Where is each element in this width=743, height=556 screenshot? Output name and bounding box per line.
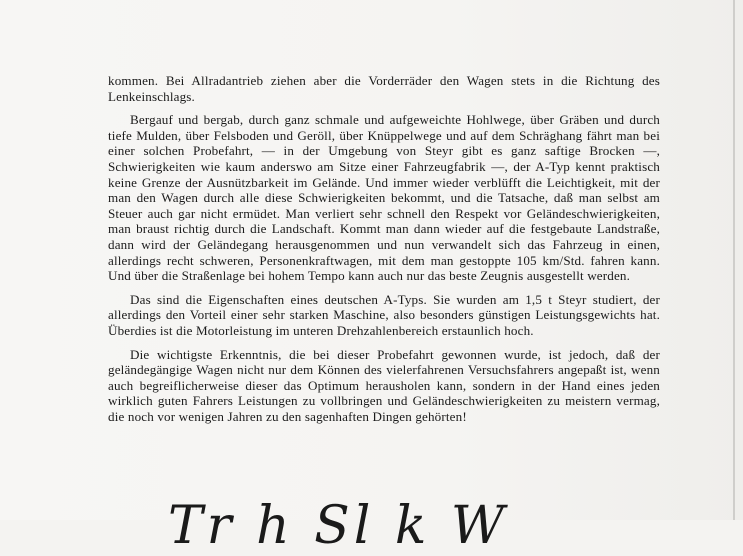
paragraph-3: Das sind die Eigenschaften eines deutschen A-Typs. Sie wurden am 1,5 t Steyr studiert, der allerdings den Vorteil einer sehr starken Maschine, also besonders günstigen Leistungsgewichts hat. Überdies ist die Motorleistung im unteren Drehzahlenbereich erstaunlich hoch. [108,291,660,338]
next-heading-cropped: Tr h Sl k W [168,496,509,556]
article-body [108,73,660,432]
paragraph-2: Bergauf und bergab, durch ganz schmale und aufgeweichte Hohlwege, über Gräben und durch tiefe Mulden, über Felsboden und Geröll, über Knüppelwege und auf dem Schräghang fährt man bei einer solchen Probefahrt, — in der Umgebung von Steyr gibt es ganz saftige Brocken —, Schwierigkeiten wie kaum anderswo am Sitze einer Fahrzeugfabrik —, der A-Typ kennt praktisch keine Grenze der Ausnützbarkeit im Gelände. Und immer wieder verblüfft die Leichtigkeit, mit der man den Wagen durch alle diese Schwierigkeiten bekommt, und die Tatsache, daß man selbst am Steuer auch gar nicht ermüdet. Man verliert sehr schnell den Respekt vor Geländeschwierigkeiten, man braust richtig durch die Landschaft. Kommt man dann wieder auf die festgebaute Landstraße, dann wird der Geländegang herausgenommen und nun verwandelt sich das Fahrzeug in einen, allerdings recht schweren, Personenkraftwagen, mit dem man gestoppte 105 km/Std. fahren kann. Und über die Straßenlage bei hohem Tempo kann auch nur das beste Zeugnis ausgestellt werden. [108,112,660,284]
page-binding-edge [733,0,735,520]
paragraph-4: Die wichtigste Erkenntnis, die bei dieser Probefahrt gewonnen wurde, ist jedoch, daß der geländegängige Wagen nicht nur dem Können des vielerfahrenen Versuchsfahrers angepaßt ist, wenn auch begreiflicherweise dieser das Optimum herausholen kann, sondern in der Hand eines jeden wirklich guten Fahrers Leistungen zu vollbringen und Geländeschwierigkeiten zu meistern vermag, die noch vor wenigen Jahren zu den sagenhaften Dingen gehörten! [108,346,660,424]
paragraph-1: kommen. Bei Allradantrieb ziehen aber die Vorderräder den Wagen stets in die Richtung des Lenkeinschlags. [108,73,660,104]
